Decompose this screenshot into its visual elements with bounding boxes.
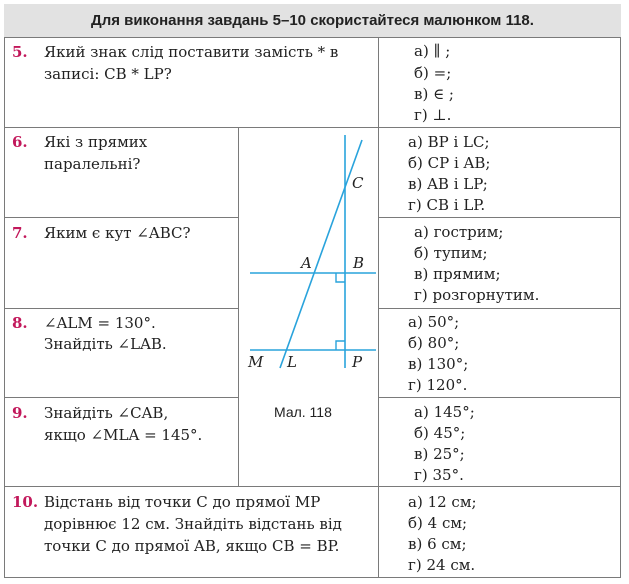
label-m: M — [248, 353, 264, 371]
question-text-line: Відстань від точки C до прямої MP — [44, 493, 321, 511]
question-text-line: Знайдіть ∠LAB. — [44, 335, 167, 353]
answer-option: в) 130°; — [408, 355, 469, 373]
label-b: B — [353, 254, 365, 272]
answer-option: в) ∈ ; — [414, 85, 454, 103]
answer-option: б) CP і AB; — [408, 154, 491, 172]
question-number: 7. — [12, 224, 28, 242]
question-number: 9. — [12, 404, 28, 422]
question-text-line: точки C до прямої AB, якщо CB = BP. — [44, 537, 340, 555]
question-text-line: Які з прямих — [44, 133, 148, 151]
answer-option: в) 6 см; — [408, 535, 467, 553]
question-number: 10. — [12, 493, 39, 511]
question-number: 5. — [12, 43, 28, 61]
answer-option: а) 145°; — [414, 403, 475, 421]
answer-option: б) 45°; — [414, 424, 466, 442]
figure-caption: Мал. 118 — [274, 404, 332, 420]
answer-option: г) ⊥. — [414, 106, 452, 124]
answer-option: б) =; — [414, 64, 452, 82]
right-angle-mark — [336, 341, 345, 350]
answer-option: а) 12 см; — [408, 493, 477, 511]
answer-option: г) 35°. — [414, 466, 464, 484]
label-l: L — [287, 353, 297, 371]
answer-option: б) 4 см; — [408, 514, 468, 532]
label-a: A — [301, 254, 312, 272]
question-text-line: якщо ∠MLA = 145°. — [44, 426, 203, 444]
line-lc — [280, 140, 365, 368]
question-text-line: Яким є кут ∠ABC? — [44, 224, 191, 242]
answer-option: г) розгорнутим. — [414, 286, 540, 304]
header-title: Для виконання завдань 5–10 скористайтеся малюнком 118. — [91, 12, 534, 29]
answer-option: в) прямим; — [414, 265, 501, 283]
question-number: 6. — [12, 133, 28, 151]
answer-option: г) 120°. — [408, 376, 468, 394]
right-angle-mark — [336, 273, 345, 282]
question-text-line: ∠ALM = 130°. — [44, 314, 156, 332]
label-p: P — [352, 353, 363, 371]
label-c: C — [352, 174, 364, 192]
question-text-line: записі: CB * LP? — [44, 65, 172, 83]
question-text-line: паралельні? — [44, 155, 141, 173]
answer-option: а) BP і LC; — [408, 133, 490, 151]
answer-option: г) CB і LP. — [408, 196, 486, 214]
answer-option: а) ∥ ; — [414, 42, 451, 60]
answer-option: б) 80°; — [408, 334, 460, 352]
question-number: 8. — [12, 314, 28, 332]
question-text-line: дорівнює 12 см. Знайдіть відстань від — [44, 515, 342, 533]
answer-option: в) AB і LP; — [408, 175, 488, 193]
answer-option: в) 25°; — [414, 445, 465, 463]
question-text-line: Який знак слід поставити замість * в — [44, 43, 339, 61]
question-text-line: Знайдіть ∠CAB, — [44, 404, 169, 422]
answer-option: а) гострим; — [414, 223, 504, 241]
answer-option: г) 24 см. — [408, 556, 476, 574]
answer-option: а) 50°; — [408, 313, 460, 331]
answer-option: б) тупим; — [414, 244, 488, 262]
